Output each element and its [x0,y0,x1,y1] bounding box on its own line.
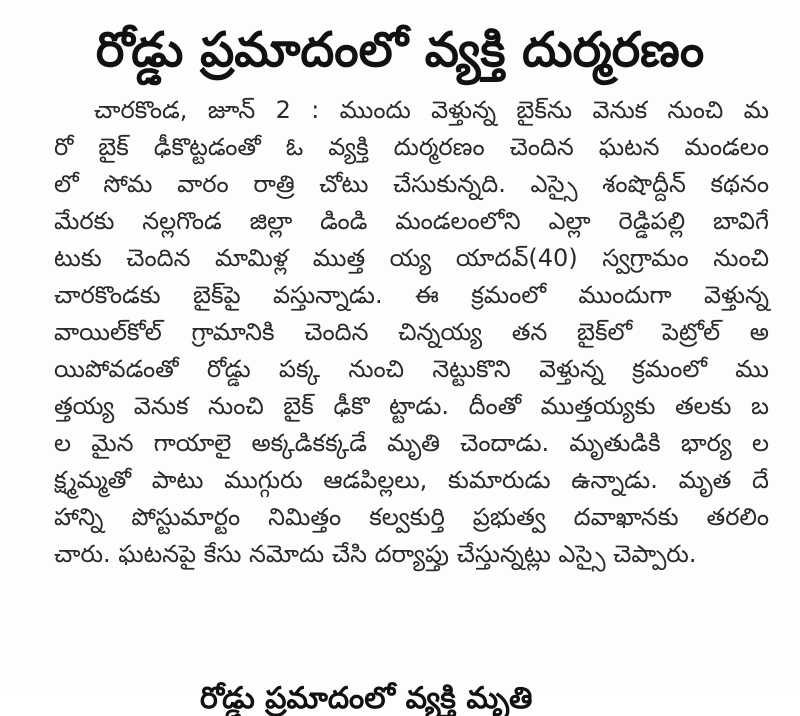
next-article-headline-cutoff [200,681,620,716]
next-article-headline: రోడ్డు ప్రమాదంలో వ్యక్తి మృతి [200,681,533,716]
article-line: టుకు చెందిన మామిళ్ల ముత్త య్య యాదవ్(40) స్వగ్రామం నుంచి [54,244,769,272]
article-line: ల మైన గాయాలై అక్కడికక్కడే మృతి చెందాడు. మృతుడికి భార్య ల [54,429,769,457]
article-line: లో సోమ వారం రాత్రి చోటు చేసుకున్నది. ఎస్సై శంషొద్దీన్ కథనం [54,170,769,198]
article-line: యిపోవడంతో రోడ్డు పక్క నుంచి నెట్టుకొని వెళ్తున్న క్రమంలో ము [54,355,769,383]
article-line: క్ష్మమ్మతో పాటు ముగ్గురు ఆడపిల్లలు, కుమారుడు ఉన్నాడు. మృత దే [54,466,769,494]
article-headline: రోడ్డు ప్రమాదంలో వ్యక్తి దుర్మరణం [95,22,705,78]
article-line: చారకొండ, జూన్ 2 : ముందు వెళ్తున్న బైక్‌ను వెనుక నుంచి మ [94,96,769,124]
article-body [54,92,769,573]
article-line: చారకొండకు బైక్‌పై వస్తున్నాడు. ఈ క్రమంలో ముందుగా వెళ్తున్న [54,281,769,309]
article-line: చారు. ఘటనపై కేసు నమోదు చేసి దర్యాప్తు చేస్తున్నట్లు ఎస్సై చెప్పారు. [54,540,697,568]
article-line: త్తయ్య వెనుక నుంచి బైక్ ఢీకొ ట్టాడు. దీంతో ముత్తయ్యకు తలకు బ [54,392,769,420]
article-line: హాన్ని పోస్టుమార్టం నిమిత్తం కల్వకుర్తి ప్రభుత్వ దవాఖానకు తరలిం [54,503,769,531]
article-line: మేరకు నల్లగొండ జిల్లా డిండి మండలంలోని ఎల్లా రెడ్డిపల్లి బావిగే [54,207,769,235]
article-line: రో బైక్ ఢీకొట్టడంతో ఓ వ్యక్తి దుర్మరణం చెందిన ఘటన మండలం [54,133,769,161]
article-line: వాయిల్‌కోల్ గ్రామానికి చెందిన చిన్నయ్య తన బైక్‌లో పెట్రోల్ అ [54,318,769,346]
